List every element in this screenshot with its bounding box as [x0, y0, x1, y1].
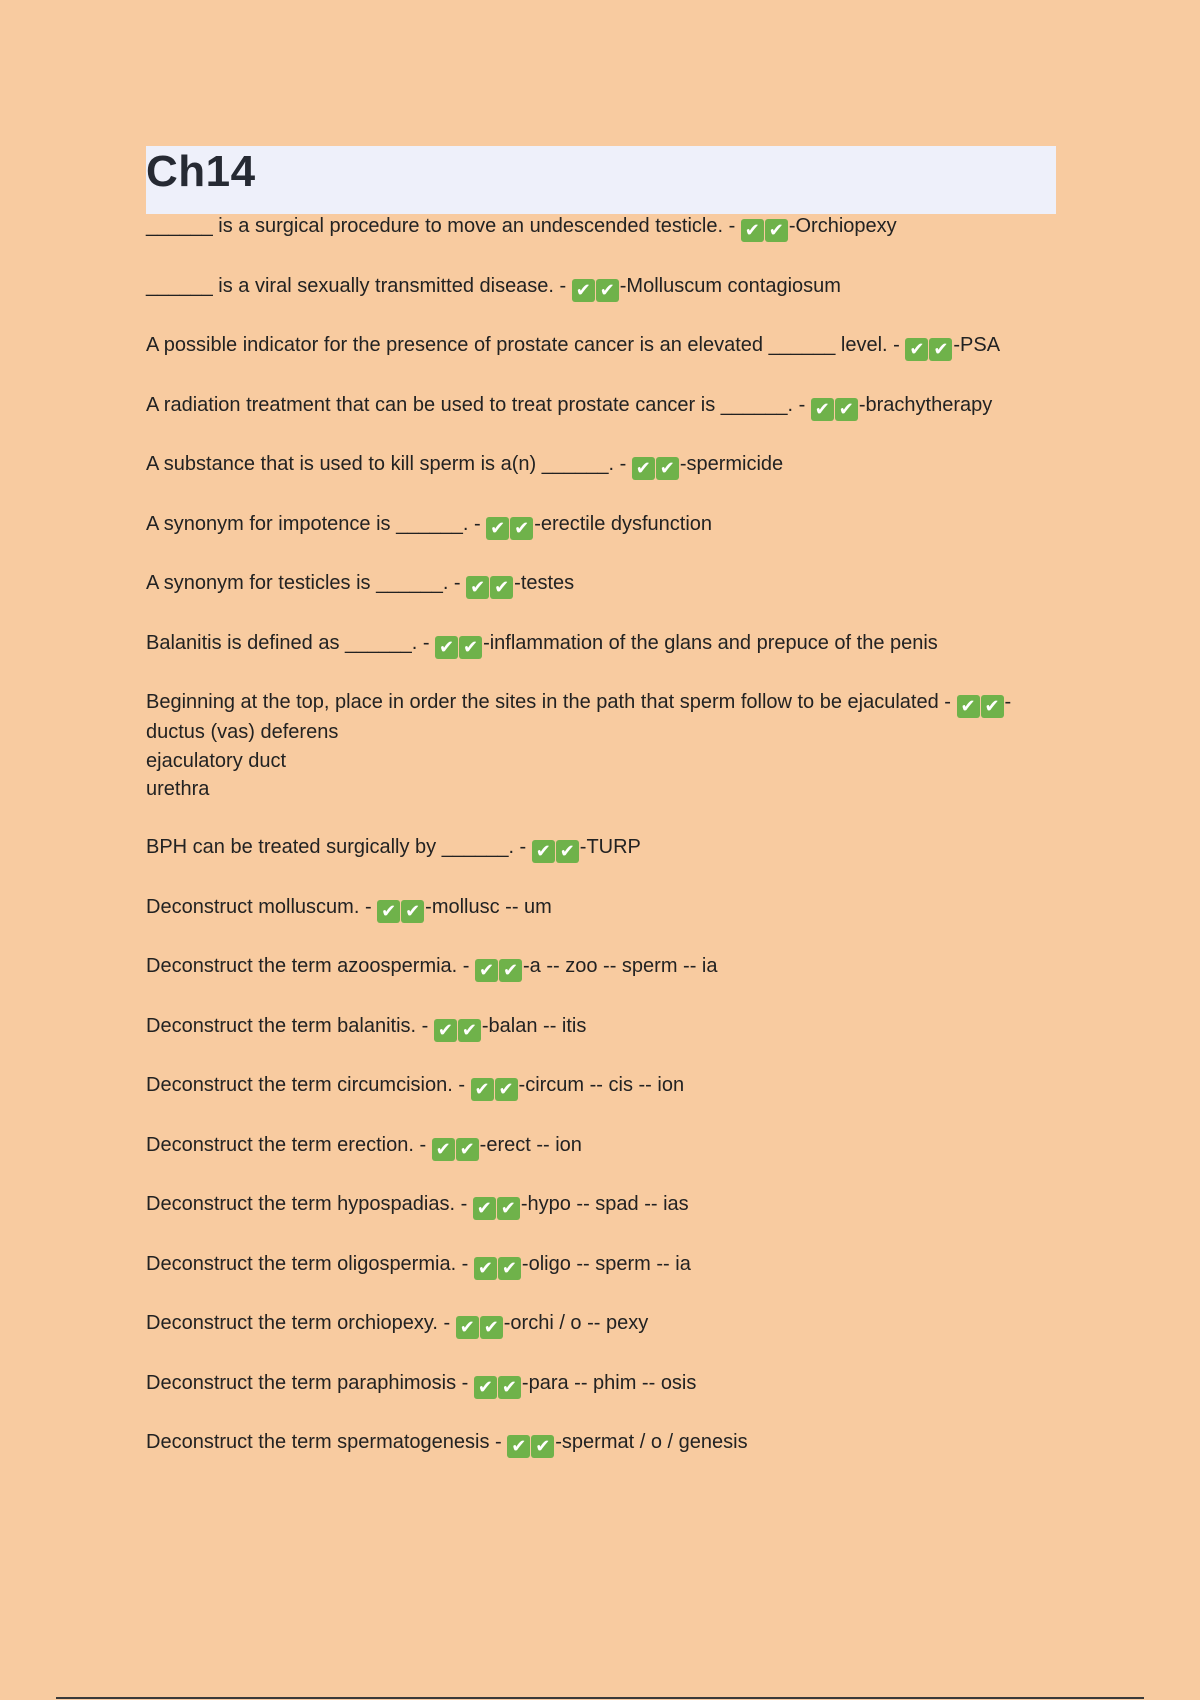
question-text: Deconstruct the term oligospermia. - [146, 1252, 474, 1275]
question-text: ______ is a viral sexually transmitted disease. - [146, 274, 572, 297]
check-mark-icon: ✔ [741, 219, 764, 242]
check-mark-icon: ✔ [474, 1376, 497, 1399]
qa-item [146, 893, 1066, 923]
check-mark-icon: ✔ [434, 1019, 457, 1042]
qa-item [146, 1309, 1066, 1339]
question-text: Deconstruct molluscum. - [146, 895, 378, 918]
answer-text: -erect -- ion [479, 1133, 582, 1156]
check-mark-icon: ✔ [466, 576, 489, 599]
question-text: Deconstruct the term balanitis. - [146, 1014, 434, 1037]
qa-item [146, 952, 1066, 982]
qa-item [146, 331, 1066, 361]
page-title: Ch14 [146, 147, 256, 196]
check-mark-icon: ✔ [957, 695, 980, 718]
title-band [146, 146, 1056, 214]
answer-text: -brachytherapy [858, 393, 993, 416]
answer-text: -testes [514, 572, 575, 594]
question-text: Deconstruct the term azoospermia. - [146, 955, 476, 977]
question-text: A substance that is used to kill sperm is a(n) ______. - [146, 453, 632, 475]
qa-item [146, 1250, 1066, 1280]
question-text: Balanitis is defined as ______. - [146, 631, 436, 654]
answer-continuation: ejaculatory duct [146, 749, 287, 772]
question-text: BPH can be treated surgically by ______. - [146, 836, 532, 858]
answer-text: -a -- zoo -- sperm -- ia [523, 955, 718, 977]
answer-text: -Orchiopexy [788, 215, 897, 237]
answer-text: -erectile dysfunction [534, 512, 713, 535]
question-text: A possible indicator for the presence of prostate cancer is an elevated ______ level. - [146, 334, 906, 356]
question-text: Deconstruct the term orchiopexy. - [146, 1312, 456, 1334]
check-mark-icon: ✔ [811, 398, 834, 421]
check-mark-icon: ✔ [499, 959, 522, 982]
check-mark-icon: ✔ [486, 517, 509, 540]
qa-item [146, 510, 1066, 540]
check-mark-icon: ✔ [507, 1435, 530, 1458]
answer-text: -oligo -- sperm -- ia [521, 1252, 691, 1275]
qa-item [146, 629, 1066, 659]
qa-item [146, 1071, 1066, 1101]
check-mark-icon: ✔ [480, 1316, 503, 1339]
answer-text: -mollusc -- um [425, 895, 552, 918]
qa-item [146, 1428, 1066, 1458]
check-mark-icon: ✔ [596, 279, 619, 302]
qa-item [146, 1131, 1066, 1161]
qa-item [146, 688, 1066, 804]
check-mark-icon: ✔ [475, 959, 498, 982]
check-mark-icon: ✔ [401, 900, 424, 923]
question-text: A synonym for impotence is ______. - [146, 512, 487, 535]
answer-text: -inflammation of the glans and prepuce of the penis [483, 631, 938, 654]
check-mark-icon: ✔ [632, 457, 655, 480]
bottom-rule [56, 1697, 1144, 1699]
answer-text: -ductus (vas) deferens [146, 691, 1012, 743]
check-mark-icon: ✔ [531, 1435, 554, 1458]
answer-text: -TURP [579, 836, 641, 858]
check-mark-icon: ✔ [459, 636, 482, 659]
answer-text: -hypo -- spad -- ias [520, 1193, 689, 1215]
answer-text: -spermicide [679, 453, 784, 475]
question-text: Beginning at the top, place in order the sites in the path that sperm follow to be ejaculated - [146, 691, 957, 713]
qa-item [146, 1190, 1066, 1220]
check-mark-icon: ✔ [498, 1376, 521, 1399]
question-list [146, 212, 1066, 1488]
check-mark-icon: ✔ [929, 338, 952, 361]
check-mark-icon: ✔ [473, 1197, 496, 1220]
qa-item [146, 212, 1066, 242]
question-text: Deconstruct the term erection. - [146, 1133, 432, 1156]
question-text: ______ is a surgical procedure to move an undescended testicle. - [146, 215, 741, 237]
qa-item [146, 391, 1066, 421]
check-mark-icon: ✔ [432, 1138, 455, 1161]
check-mark-icon: ✔ [532, 840, 555, 863]
check-mark-icon: ✔ [474, 1257, 497, 1280]
check-mark-icon: ✔ [572, 279, 595, 302]
answer-text: -spermat / o / genesis [555, 1431, 748, 1453]
question-text: A radiation treatment that can be used to treat prostate cancer is ______. - [146, 393, 811, 416]
check-mark-icon: ✔ [656, 457, 679, 480]
check-mark-icon: ✔ [510, 517, 533, 540]
check-mark-icon: ✔ [765, 219, 788, 242]
check-mark-icon: ✔ [456, 1138, 479, 1161]
qa-item [146, 569, 1066, 599]
qa-item [146, 450, 1066, 480]
check-mark-icon: ✔ [458, 1019, 481, 1042]
qa-item [146, 1012, 1066, 1042]
check-mark-icon: ✔ [495, 1078, 518, 1101]
check-mark-icon: ✔ [435, 636, 458, 659]
answer-text: -Molluscum contagiosum [619, 274, 841, 297]
qa-item [146, 833, 1066, 863]
check-mark-icon: ✔ [498, 1257, 521, 1280]
question-text: Deconstruct the term spermatogenesis - [146, 1431, 508, 1453]
question-text: Deconstruct the term circumcision. - [146, 1074, 471, 1096]
answer-text: -PSA [953, 334, 1001, 356]
question-text: Deconstruct the term hypospadias. - [146, 1193, 473, 1215]
answer-text: -orchi / o -- pexy [503, 1312, 649, 1334]
check-mark-icon: ✔ [497, 1197, 520, 1220]
qa-item [146, 272, 1066, 302]
check-mark-icon: ✔ [377, 900, 400, 923]
answer-continuation: urethra [146, 778, 210, 800]
check-mark-icon: ✔ [981, 695, 1004, 718]
check-mark-icon: ✔ [471, 1078, 494, 1101]
answer-text: -para -- phim -- osis [521, 1371, 697, 1394]
check-mark-icon: ✔ [556, 840, 579, 863]
answer-text: -balan -- itis [481, 1014, 587, 1037]
question-text: A synonym for testicles is ______. - [146, 572, 467, 594]
check-mark-icon: ✔ [835, 398, 858, 421]
qa-item [146, 1369, 1066, 1399]
answer-text: -circum -- cis -- ion [518, 1074, 685, 1096]
check-mark-icon: ✔ [490, 576, 513, 599]
question-text: Deconstruct the term paraphimosis - [146, 1371, 474, 1394]
check-mark-icon: ✔ [905, 338, 928, 361]
check-mark-icon: ✔ [456, 1316, 479, 1339]
